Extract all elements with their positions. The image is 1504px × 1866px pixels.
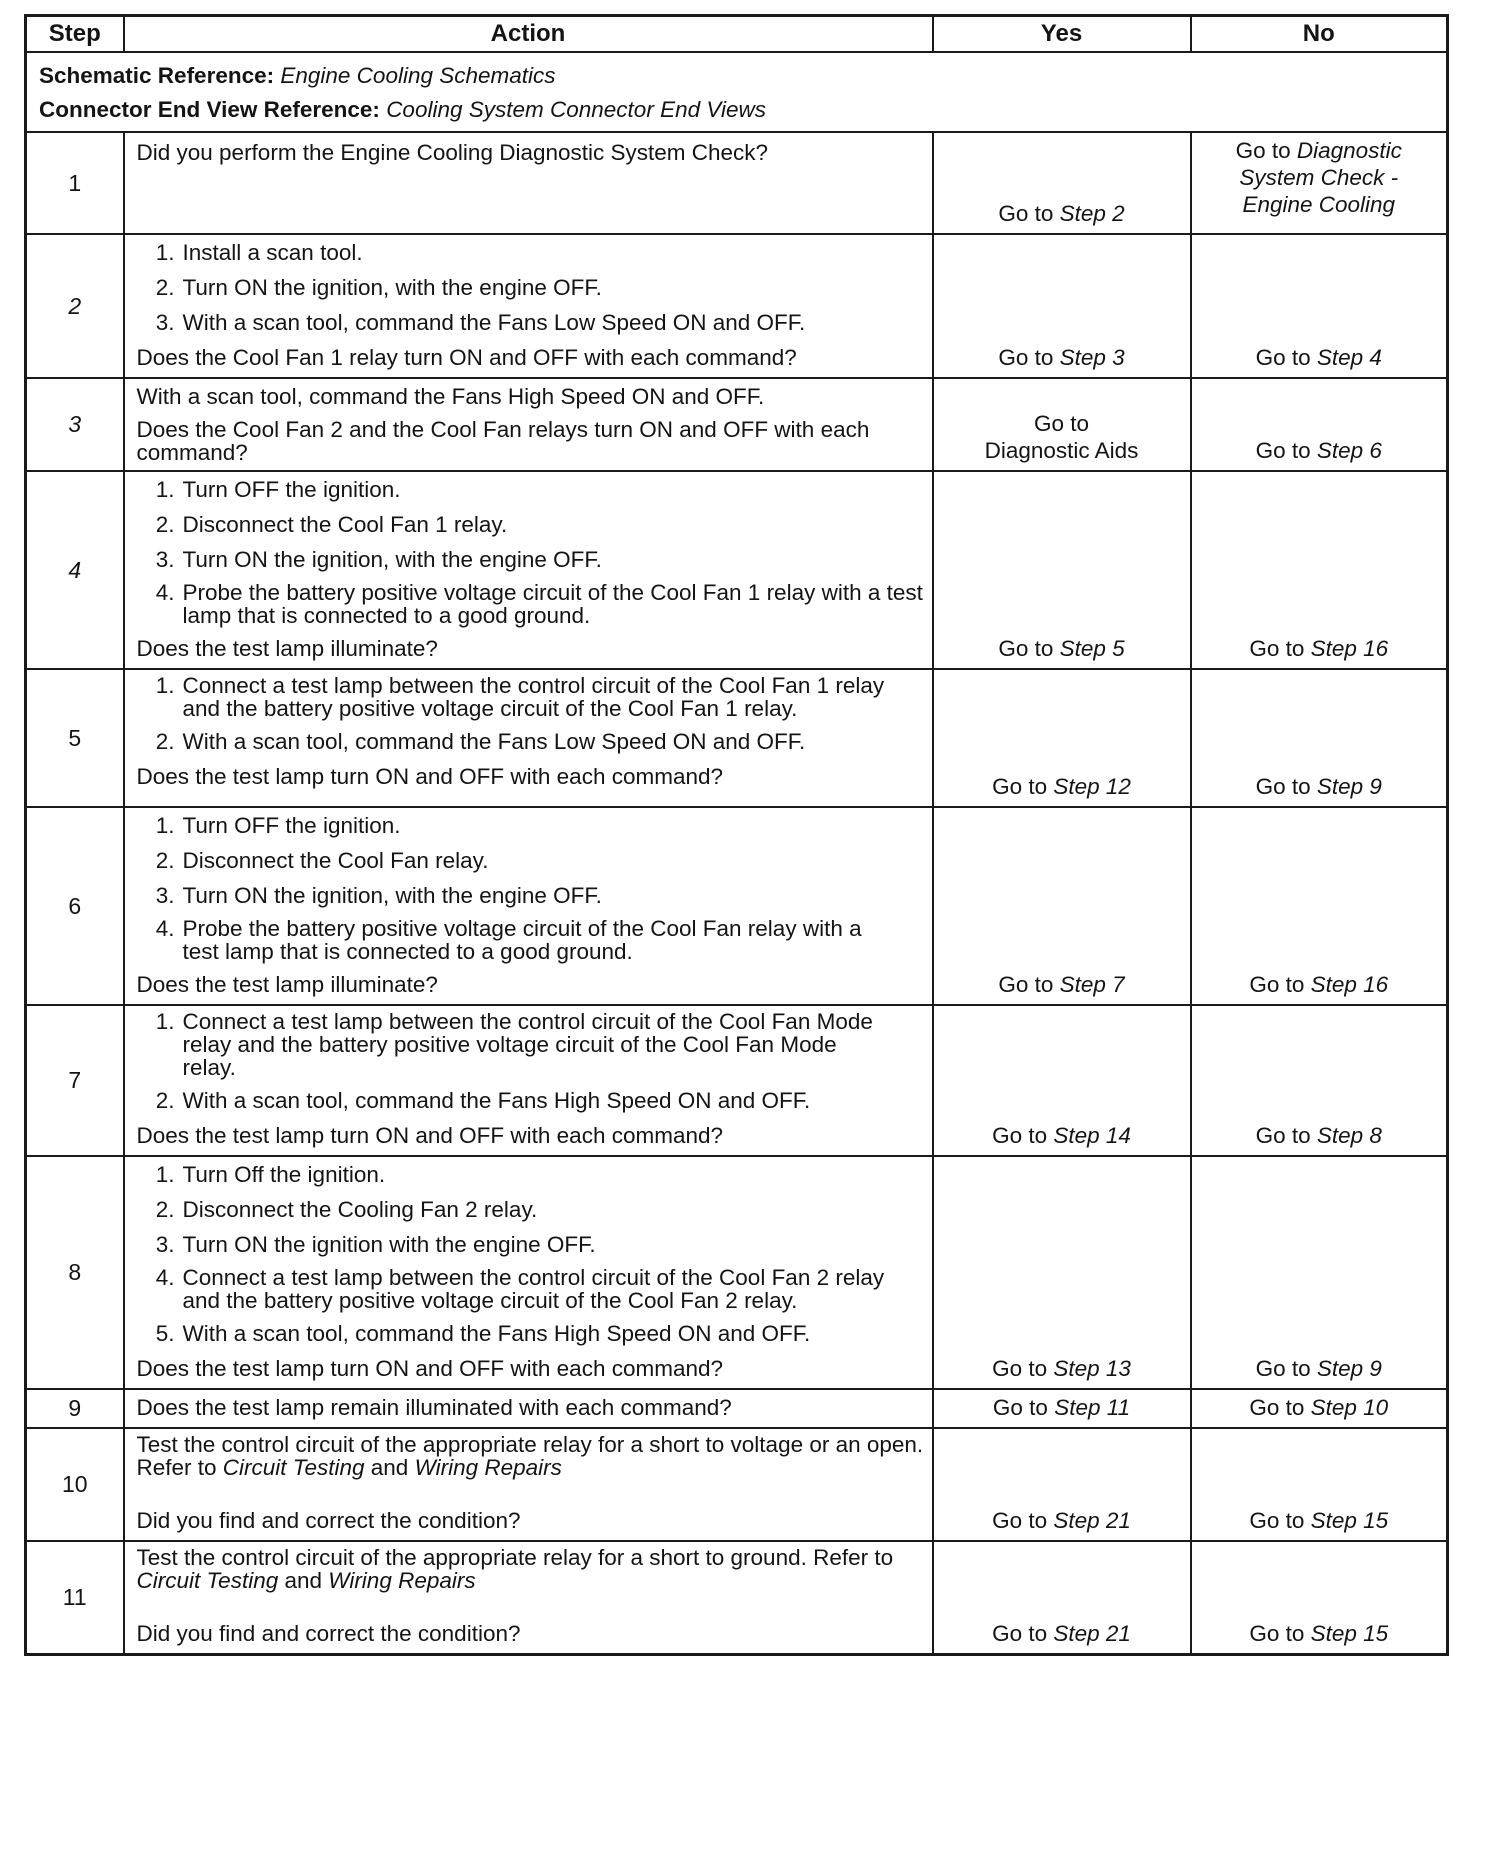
no-link[interactable]: Step 16 [1310,972,1389,997]
yes-cell: Go to Step 5 [933,471,1191,669]
action-cell [124,1428,933,1541]
list-item: 2. Turn ON the ignition, with the engine OFF. [155,275,602,300]
circuit-testing-link[interactable]: Circuit Testing [222,1455,365,1480]
yes-cell: Go to Step 11 [933,1389,1191,1428]
question: Does the test lamp illuminate? [136,972,438,997]
step-number: 7 [26,1005,124,1156]
step-number: 1 [26,132,124,234]
yes-cell: Go to Step 14 [933,1005,1191,1156]
step-number: 3 [26,378,124,471]
yes-link[interactable]: Step 3 [1059,345,1125,370]
no-cell: Go to Step 8 [1191,1005,1448,1156]
wiring-repairs-link[interactable]: Wiring Repairs [328,1568,476,1593]
table-row [26,132,1448,234]
yes-link[interactable]: Step 11 [1054,1395,1131,1420]
step-number: 6 [26,807,124,1005]
no-link[interactable]: Step 15 [1310,1508,1389,1533]
no-cell: Go to Step 10 [1191,1389,1448,1428]
yes-link[interactable]: Step 2 [1059,201,1125,226]
no-link[interactable]: Step 4 [1316,345,1382,370]
table-row [26,1428,1448,1541]
action-cell [124,132,933,234]
list-item: 3. Turn ON the ignition, with the engine OFF. [155,547,602,572]
list-item: 2. Disconnect the Cooling Fan 2 relay. [155,1197,538,1222]
question: Does the Cool Fan 1 relay turn ON and OFF with each command? [136,345,797,370]
no-link[interactable]: Step 8 [1316,1123,1382,1148]
schematic-reference-link[interactable]: Engine Cooling Schematics [280,63,556,88]
yes-link[interactable]: Step 5 [1059,636,1125,661]
no-link[interactable]: Diagnostic System Check - Engine Cooling [1239,138,1402,217]
yes-cell: Go to Step 21 [933,1428,1191,1541]
table-row [26,1156,1448,1389]
yes-link[interactable]: Step 12 [1053,774,1131,799]
list-item: 2. With a scan tool, command the Fans Low Speed ON and OFF. [155,729,806,754]
question: Did you perform the Engine Cooling Diagnostic System Check? [136,140,769,165]
step-number: 8 [26,1156,124,1389]
action-cell [124,1005,933,1156]
instruction: With a scan tool, command the Fans High Speed ON and OFF. [136,384,765,409]
question: Does the Cool Fan 2 and the Cool Fan relays turn ON and OFF with each command? [136,417,870,465]
yes-link[interactable]: Step 14 [1053,1123,1131,1148]
action-cell [124,234,933,378]
yes-link[interactable]: Step 7 [1059,972,1125,997]
yes-link[interactable]: Step 13 [1053,1356,1131,1381]
step-number: 2 [26,234,124,378]
list-item: 2. Disconnect the Cool Fan relay. [155,848,489,873]
header-yes: Yes [933,16,1191,53]
list-item: 5. With a scan tool, command the Fans High Speed ON and OFF. [155,1321,811,1346]
list-item: 1. Turn OFF the ignition. [155,477,401,502]
table-row [26,1005,1448,1156]
instruction: Test the control circuit of the appropriate relay for a short to ground. Refer to Circuit Testing and Wiring Repairs [136,1545,894,1593]
step-number: 10 [26,1428,124,1541]
action-cell [124,669,933,807]
yes-cell: Go to Step 13 [933,1156,1191,1389]
step-number: 11 [26,1541,124,1655]
table-row [26,807,1448,1005]
yes-link[interactable]: Diagnostic Aids [984,438,1139,463]
no-cell: Go to Diagnostic System Check - Engine Cooling [1191,132,1448,234]
list-item: 3. With a scan tool, command the Fans Low Speed ON and OFF. [155,310,806,335]
schematic-reference: Schematic Reference: Engine Cooling Schematics [39,63,556,88]
table-row [26,234,1448,378]
step-number: 9 [26,1389,124,1428]
wiring-repairs-link[interactable]: Wiring Repairs [414,1455,562,1480]
header-no: No [1191,16,1448,53]
question: Does the test lamp turn ON and OFF with each command? [136,1123,724,1148]
no-link[interactable]: Step 16 [1310,636,1389,661]
list-item: 1. Install a scan tool. [155,240,363,265]
header-row [26,16,1448,53]
connector-reference-link[interactable]: Cooling System Connector End Views [386,97,766,122]
question: Does the test lamp turn ON and OFF with each command? [136,1356,724,1381]
reference-cell [26,52,1448,132]
list-item: 1. Turn OFF the ignition. [155,813,401,838]
reference-row [26,52,1448,132]
yes-cell: Go to Step 2 [933,132,1191,234]
list-item: 2. Disconnect the Cool Fan 1 relay. [155,512,508,537]
table-row [26,1541,1448,1655]
list-item: 4. Probe the battery positive voltage circuit of the Cool Fan relay with a test lamp that is connected to a good ground. [155,916,862,964]
no-link[interactable]: Step 10 [1310,1395,1389,1420]
circuit-testing-link[interactable]: Circuit Testing [136,1568,279,1593]
question: Does the test lamp turn ON and OFF with each command? [136,764,724,789]
table-row [26,669,1448,807]
no-cell: Go to Step 16 [1191,471,1448,669]
action-cell [124,378,933,471]
no-cell: Go to Step 6 [1191,378,1448,471]
list-item: 3. Turn ON the ignition with the engine OFF. [155,1232,596,1257]
step-number: 5 [26,669,124,807]
no-cell: Go to Step 4 [1191,234,1448,378]
list-item: 2. With a scan tool, command the Fans High Speed ON and OFF. [155,1088,811,1113]
yes-cell: Go to Step 12 [933,669,1191,807]
yes-link[interactable]: Step 21 [1053,1508,1131,1533]
action-cell [124,807,933,1005]
step-number: 4 [26,471,124,669]
list-item: 4. Connect a test lamp between the control circuit of the Cool Fan 2 relay and the battery positive voltage circuit of the Cool Fan 2 relay. [155,1265,885,1313]
header-action: Action [124,16,933,53]
table-row [26,378,1448,471]
list-item: 1. Connect a test lamp between the control circuit of the Cool Fan 1 relay and the battery positive voltage circuit of the Cool Fan 1 relay. [155,673,885,721]
yes-cell: Go to Diagnostic Aids [933,378,1191,471]
yes-cell: Go to Step 7 [933,807,1191,1005]
no-cell: Go to Step 16 [1191,807,1448,1005]
header-step: Step [26,16,124,53]
no-cell: Go to Step 9 [1191,1156,1448,1389]
instruction: Test the control circuit of the appropriate relay for a short to voltage or an open. Refer to Circuit Testing and Wiring Repairs [136,1432,924,1480]
list-item: 1. Connect a test lamp between the control circuit of the Cool Fan Mode relay and the battery positive voltage circuit of the Cool Fan Mode relay. [155,1009,873,1080]
connector-reference: Connector End View Reference: Cooling System Connector End Views [39,97,766,122]
question: Did you find and correct the condition? [136,1621,521,1646]
no-cell: Go to Step 15 [1191,1428,1448,1541]
no-cell: Go to Step 9 [1191,669,1448,807]
yes-link[interactable]: Step 21 [1053,1621,1131,1646]
table-row [26,471,1448,669]
table-row [26,1389,1448,1428]
question: Does the test lamp remain illuminated with each command? [136,1395,732,1420]
no-cell: Go to Step 15 [1191,1541,1448,1655]
no-link[interactable]: Step 9 [1316,1356,1382,1381]
action-cell [124,471,933,669]
question: Does the test lamp illuminate? [136,636,438,661]
no-link[interactable]: Step 9 [1316,774,1382,799]
no-link[interactable]: Step 6 [1316,438,1382,463]
no-link[interactable]: Step 15 [1310,1621,1389,1646]
yes-cell: Go to Step 3 [933,234,1191,378]
yes-cell: Go to Step 21 [933,1541,1191,1655]
action-cell [124,1541,933,1655]
diagnostic-table [24,14,1449,1656]
list-item: 4. Probe the battery positive voltage circuit of the Cool Fan 1 relay with a test lamp that is connected to a good ground. [155,580,923,628]
action-cell [124,1156,933,1389]
list-item: 1. Turn Off the ignition. [155,1162,386,1187]
list-item: 3. Turn ON the ignition, with the engine OFF. [155,883,602,908]
question: Did you find and correct the condition? [136,1508,521,1533]
action-cell [124,1389,933,1428]
